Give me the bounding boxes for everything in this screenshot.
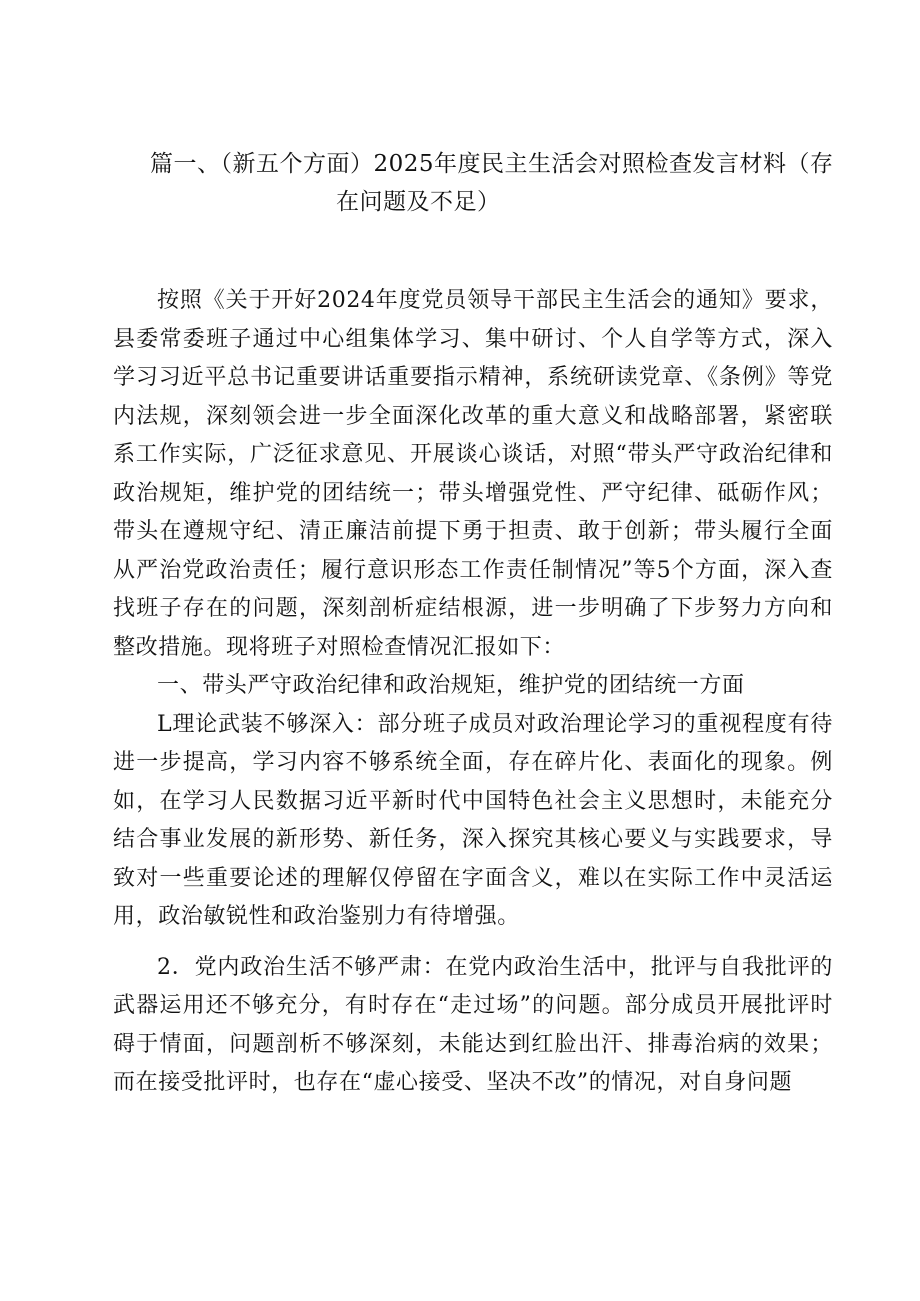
item-paragraph-1: L理论武装不够深入：部分班子成员对政治理论学习的重视程度有待进一步提高，学习内容不够系统全面，存在碎片化、表面化的现象。例如，在学习人民数据习近平新时代中国特色社会主义思想时，未能充分结合事业发展的新形势、新任务，深入探究其核心要义与实践要求，导致对一些重要论述的理解仅停留在字面含义，难以在实际工作中灵活运用，政治敏锐性和政治鉴别力有待增强。 (113, 711, 833, 929)
intro-paragraph: 按照《关于开好2024年度党员领导干部民主生活会的通知》要求，县委常委班子通过中心组集体学习、集中研讨、个人自学等方式，深入学习习近平总书记重要讲话重要指示精神，系统研读党章、《条例》等党内法规，深刻领会进一步全面深化改革的重大意义和战略部署，紧密联系工作实际，广泛征求意见、开展谈心谈话，对照“带头严守政治纪律和政治规矩，维护党的团结统一；带头增强党性、严守纪律、砥砺作风；带头在遵规守纪、清正廉洁前提下勇于担责、敢于创新；带头履行全面从严治党政治责任；履行意识形态工作责任制情况”等5个方面，深入查找班子存在的问题，深刻剖析症结根源，进一步明确了下步努力方向和整改措施。现将班子对照检查情况汇报如下： (113, 288, 833, 660)
document-title (150, 145, 850, 221)
title-line-2: 在问题及不足） (336, 189, 501, 215)
item-paragraph-2: 2．党内政治生活不够严肃：在党内政治生活中，批评与自我批评的武器运用还不够充分，有时存在“走过场”的问题。部分成员开展批评时碍于情面，问题剖析不够深刻，未能达到红脸出汗、排毒治病的效果；而在接受批评时，也存在“虚心接受、坚决不改”的情况，对自身问题 (113, 954, 833, 1095)
document-body (113, 282, 833, 1103)
section-heading-1: 一、带头严守政治纪律和政治规矩，维护党的团结统一方面 (157, 673, 745, 698)
title-line-1: 篇一、（新五个方面）2025年度民主生活会对照检查发言材料（存 (150, 151, 834, 177)
